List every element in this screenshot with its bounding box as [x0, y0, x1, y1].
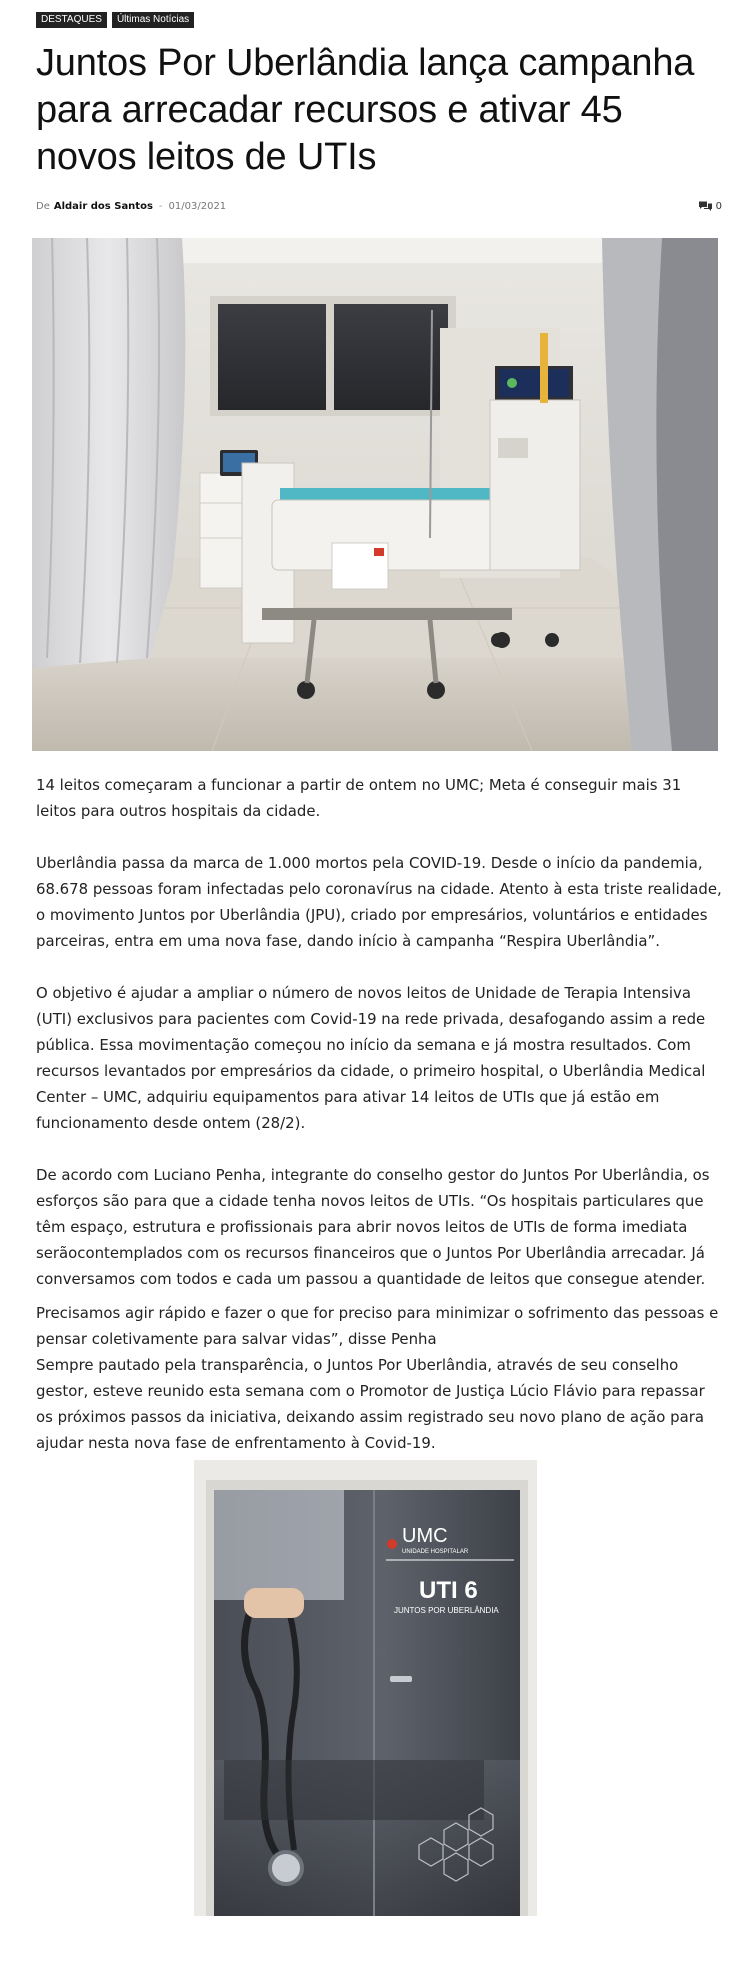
tag-ultimas-noticias[interactable]: Últimas Notícias — [112, 12, 194, 28]
paragraph: Precisamos agir rápido e fazer o que for preciso para minimizar o sofrimento das pessoas e pensar coletivamente para salvar vidas”, disse Penha — [36, 1304, 719, 1348]
paragraph: De acordo com Luciano Penha, integrante do conselho gestor do Juntos Por Uberlândia, os esforços são para que a cidade tenha novos leitos de UTIs. “Os hospitais particulares que têm espaço, estrutura e profissionais para abrir novos leitos de UTIs de forma imediata serãocontemplados com os recursos financeiros que o Juntos Por Uberlândia arrecadar. Já conversamos com todos e cada um passou a quantidade de leitos que consegue atender. — [36, 1166, 710, 1288]
paragraph: Sempre pautado pela transparência, o Juntos Por Uberlândia, através de seu conselho gestor, esteve reunido esta semana com o Promotor de Justiça Lúcio Flávio para repassar os próximos passos da iniciativa, deixando assim registrado seu novo plano de ação para ajudar nesta nova fase de enfrentamento à Covid-19. — [36, 1356, 705, 1452]
comments-link[interactable] — [699, 201, 722, 212]
uti-door-photo — [194, 1460, 537, 1916]
category-tags — [36, 12, 194, 28]
author-prefix: De — [36, 200, 50, 212]
article-body — [36, 772, 722, 1456]
hospital-icu-room-photo — [32, 238, 718, 751]
meta-separator: - — [158, 200, 163, 212]
door-logo-subtext: UNIDADE HOSPITALAR — [402, 1549, 469, 1555]
paragraph: Uberlândia passa da marca de 1.000 mortos pela COVID-19. Desde o início da pandemia, 68.678 pessoas foram infectadas pelo coronavírus na cidade. Atento à esta triste realidade, o movimento Juntos por Uberlândia (JPU), criado por empresários, voluntários e entidades parceiras, entra em uma nova fase, dando início à campanha “Respira Uberlândia”. — [36, 854, 722, 950]
post-meta — [36, 198, 722, 214]
post-date: 01/03/2021 — [168, 200, 227, 212]
comment-count: 0 — [715, 200, 722, 212]
door-logo-text: UMC — [402, 1525, 448, 1547]
comments-icon — [699, 201, 712, 212]
door-room-subtext: JUNTOS POR UBERLÂNDIA — [394, 1606, 499, 1615]
paragraph: O objetivo é ajudar a ampliar o número de novos leitos de Unidade de Terapia Intensiva (UTI) exclusivos para pacientes com Covid-19 na rede privada, desafogando assim a rede pública. Essa movimentação começou no início da semana e já mostra resultados. Com recursos levantados por empresários da cidade, o primeiro hospital, o Uberlândia Medical Center – UMC, adquiriu equipamentos para ativar 14 leitos de UTIs que já estão em funcionamento desde ontem (28/2). — [36, 984, 706, 1132]
author-link[interactable]: Aldair dos Santos — [53, 200, 153, 212]
tag-destaques[interactable]: DESTAQUES — [36, 12, 107, 28]
article-title: Juntos Por Uberlândia lança campanha para arrecadar recursos e ativar 45 novos leitos de UTIs — [36, 42, 695, 178]
paragraph-lead: 14 leitos começaram a funcionar a partir de ontem no UMC; Meta é conseguir mais 31 leitos para outros hospitais da cidade. — [36, 776, 682, 820]
door-room-label: UTI 6 — [419, 1577, 478, 1604]
